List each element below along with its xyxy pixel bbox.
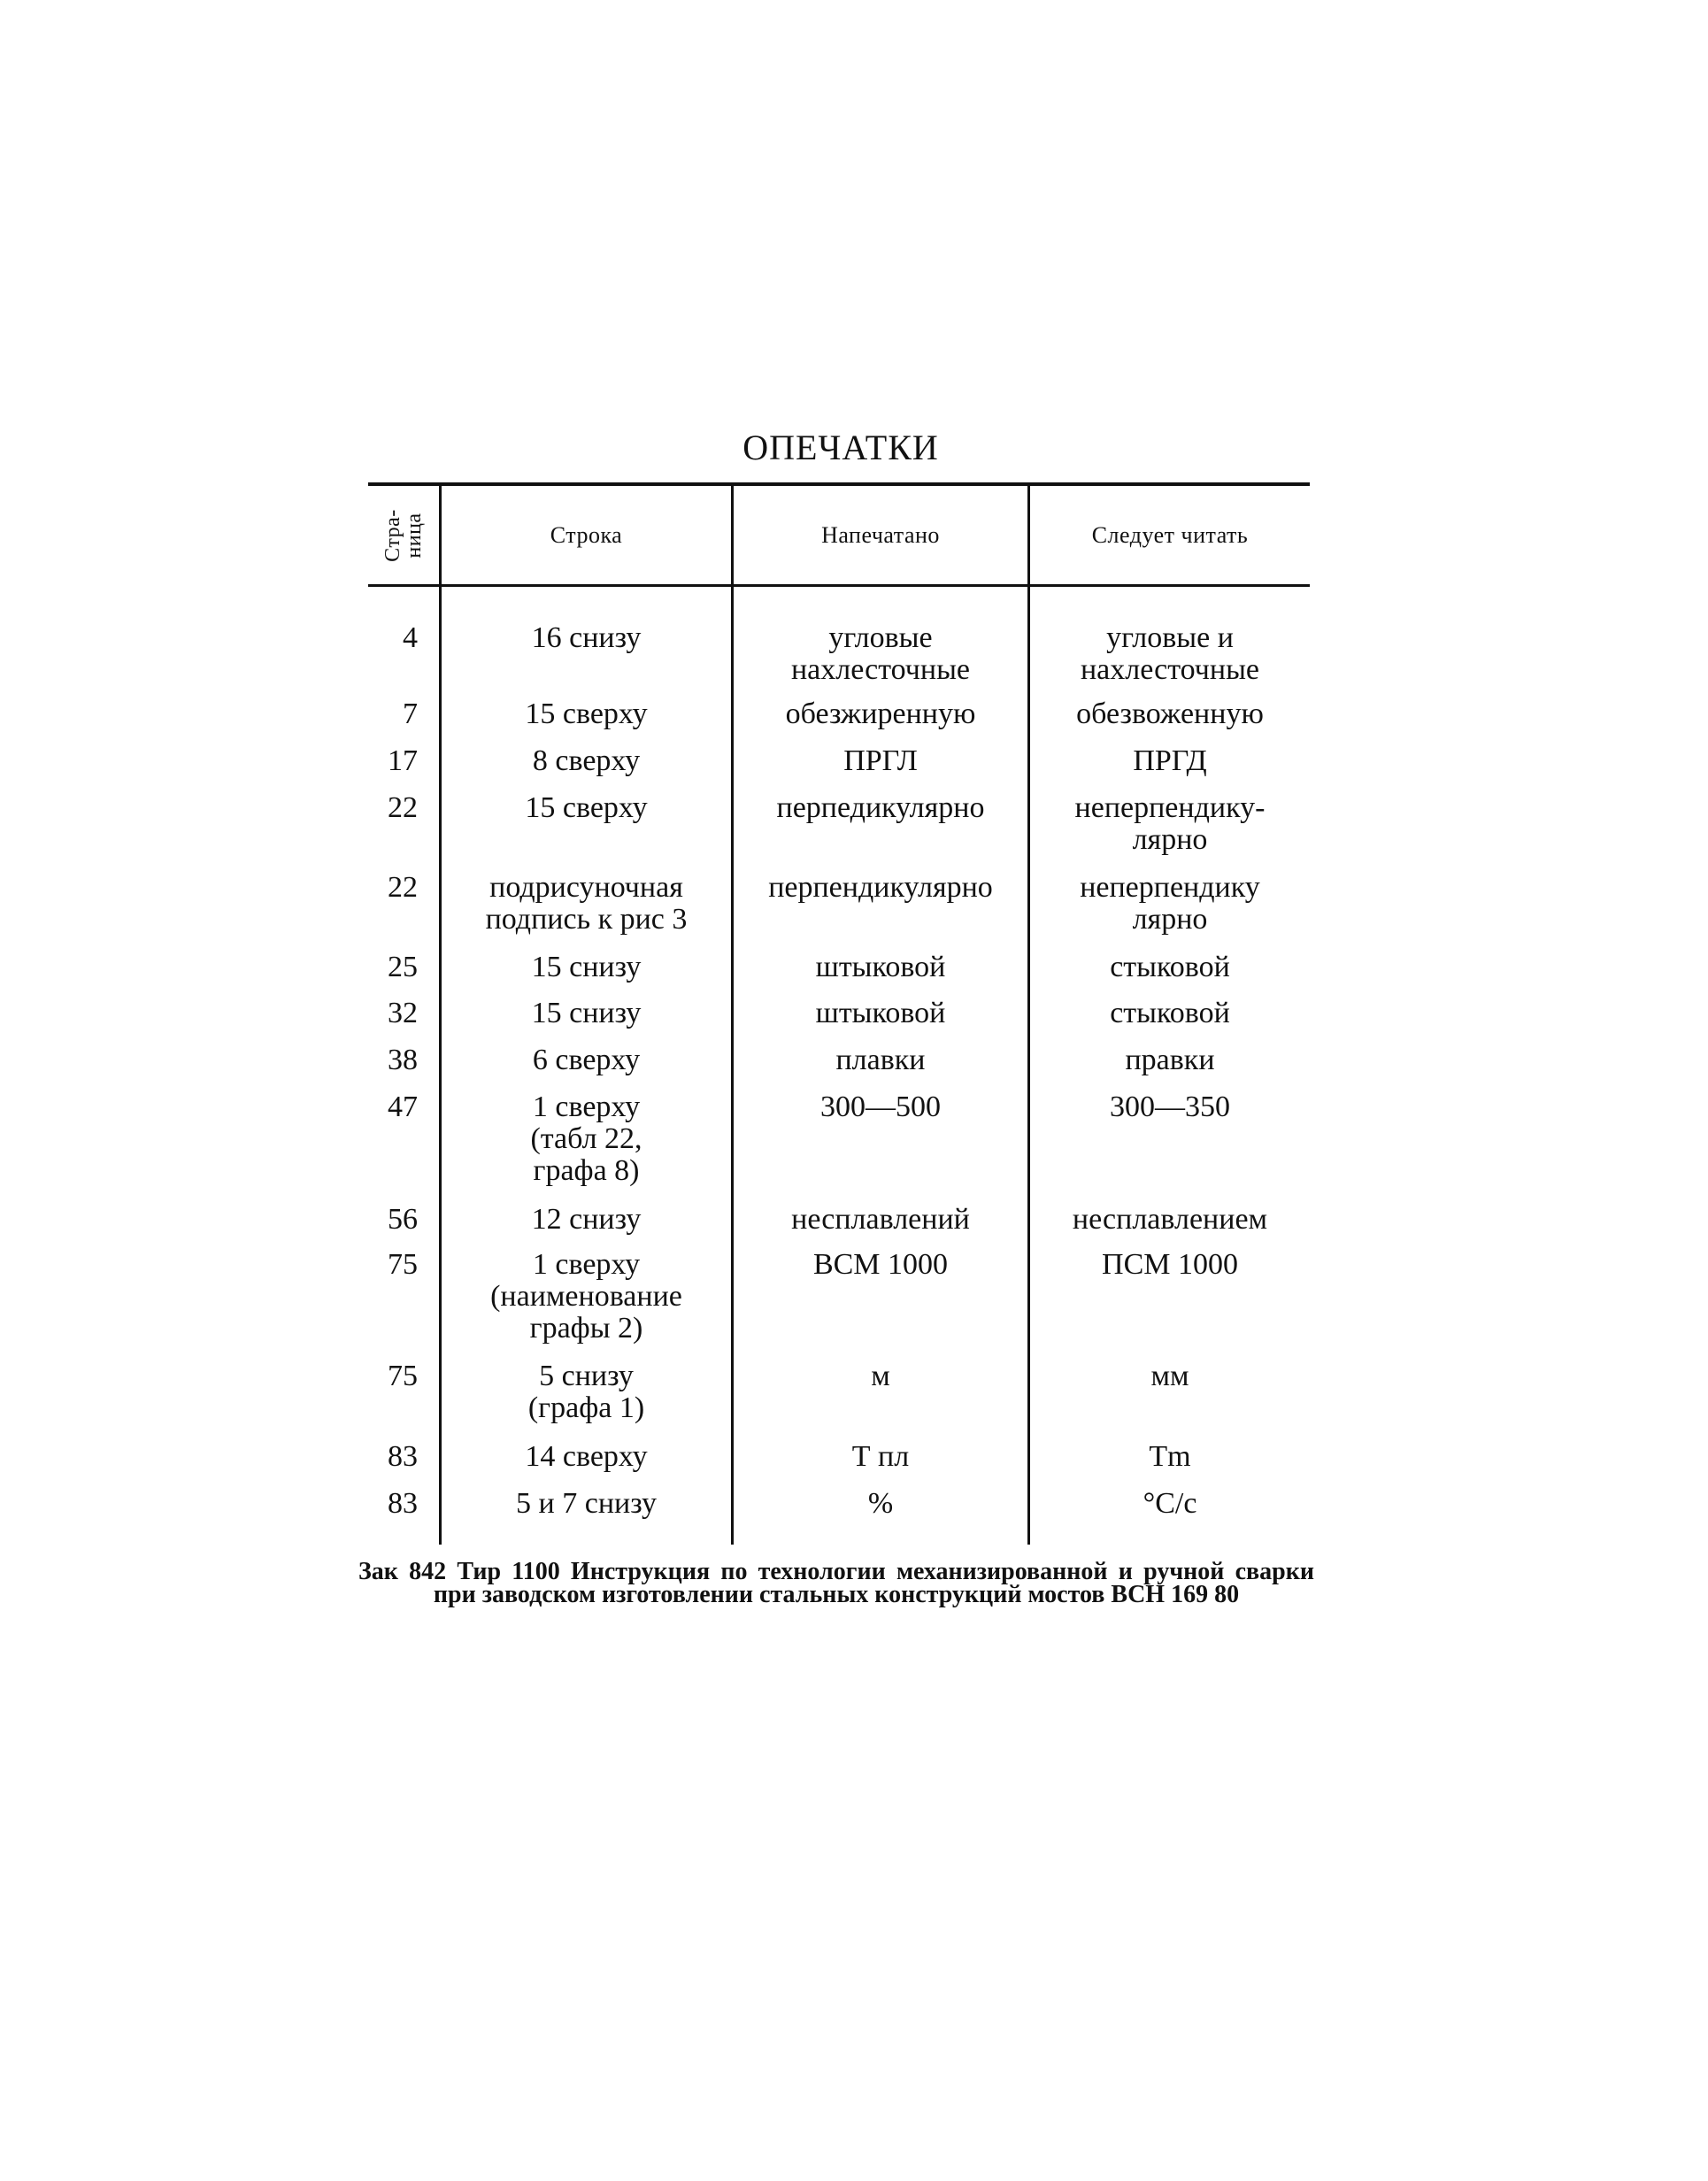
row-line: 6 сверху [532, 1044, 641, 1076]
row-correct: неперпендику лярно [1080, 871, 1260, 936]
row-page: 75 [388, 1360, 418, 1392]
row-printed: штыковой [815, 951, 946, 983]
row-line: 15 снизу [531, 997, 642, 1029]
row-printed: угловые нахлесточные [790, 621, 971, 686]
row-correct: 300—350 [1110, 1090, 1230, 1123]
row-page: 83 [388, 1440, 418, 1473]
row-printed: 300—500 [820, 1090, 941, 1123]
header-correct: Следует читать [1091, 521, 1249, 548]
row-page: 4 [403, 621, 418, 654]
row-correct: несплавлением [1072, 1203, 1268, 1236]
row-printed: штыковой [815, 997, 946, 1029]
row-printed: обезжиренную [785, 697, 976, 730]
header-page-label: Стра- ница [381, 508, 426, 562]
row-page: 22 [388, 791, 418, 824]
row-line: 15 сверху [525, 791, 648, 824]
page-title: ОПЕЧАТКИ [742, 428, 939, 467]
row-page: 47 [388, 1090, 418, 1123]
row-line: 12 снизу [531, 1203, 642, 1236]
row-printed: несплавлений [791, 1203, 970, 1236]
row-printed: перпендикулярно [768, 871, 993, 904]
row-line: 16 снизу [531, 621, 642, 654]
row-page: 32 [388, 997, 418, 1029]
row-page: 17 [388, 744, 418, 777]
row-correct: ПРГД [1133, 744, 1207, 777]
row-printed: плавки [835, 1044, 926, 1076]
row-correct: неперпендику- лярно [1074, 791, 1266, 856]
row-line: 1 сверху (наименование графы 2) [490, 1248, 682, 1345]
header-page [368, 486, 439, 584]
row-correct: угловые и нахлесточные [1080, 621, 1260, 686]
row-line: 15 сверху [525, 697, 648, 730]
row-line: 5 снизу (графа 1) [527, 1360, 645, 1424]
row-line: 14 сверху [525, 1440, 648, 1473]
row-printed: м [871, 1360, 890, 1392]
row-correct: мм [1150, 1360, 1189, 1392]
row-correct: °C/c [1143, 1487, 1197, 1520]
row-page: 56 [388, 1203, 418, 1236]
row-correct: Tm [1149, 1440, 1191, 1473]
errata-table [368, 482, 1310, 1545]
row-printed: ВСМ 1000 [812, 1248, 949, 1281]
header-divider [368, 584, 1310, 587]
row-page: 7 [403, 697, 418, 730]
row-printed: ПРГЛ [843, 744, 918, 777]
row-page: 75 [388, 1248, 418, 1281]
row-printed: Т пл [851, 1440, 910, 1473]
row-correct: стыковой [1110, 951, 1230, 983]
row-line: 8 сверху [532, 744, 641, 777]
row-correct: обезвоженную [1076, 697, 1264, 730]
row-page: 38 [388, 1044, 418, 1076]
row-correct: стыковой [1110, 997, 1230, 1029]
header-line: Строка [550, 521, 623, 548]
row-line: 1 сверху (табл 22, графа 8) [530, 1090, 642, 1187]
imprint-footer: Зак 842 Тир 1100 Инструкция по технологии механизированной и ручной сварки при заводском изготовлении стальных конструкций мостов ВСН 169 80 [358, 1558, 1314, 1608]
row-line: подрисуночная подпись к рис 3 [485, 871, 688, 936]
row-printed: % [867, 1487, 894, 1520]
row-printed: перпедикулярно [776, 791, 985, 824]
row-page: 22 [388, 871, 418, 904]
row-correct: правки [1125, 1044, 1215, 1076]
row-line: 5 и 7 снизу [516, 1487, 657, 1520]
header-printed: Напечатано [821, 521, 940, 548]
row-correct: ПСМ 1000 [1102, 1248, 1238, 1281]
row-page: 83 [388, 1487, 418, 1520]
row-line: 15 снизу [531, 951, 642, 983]
row-page: 25 [388, 951, 418, 983]
